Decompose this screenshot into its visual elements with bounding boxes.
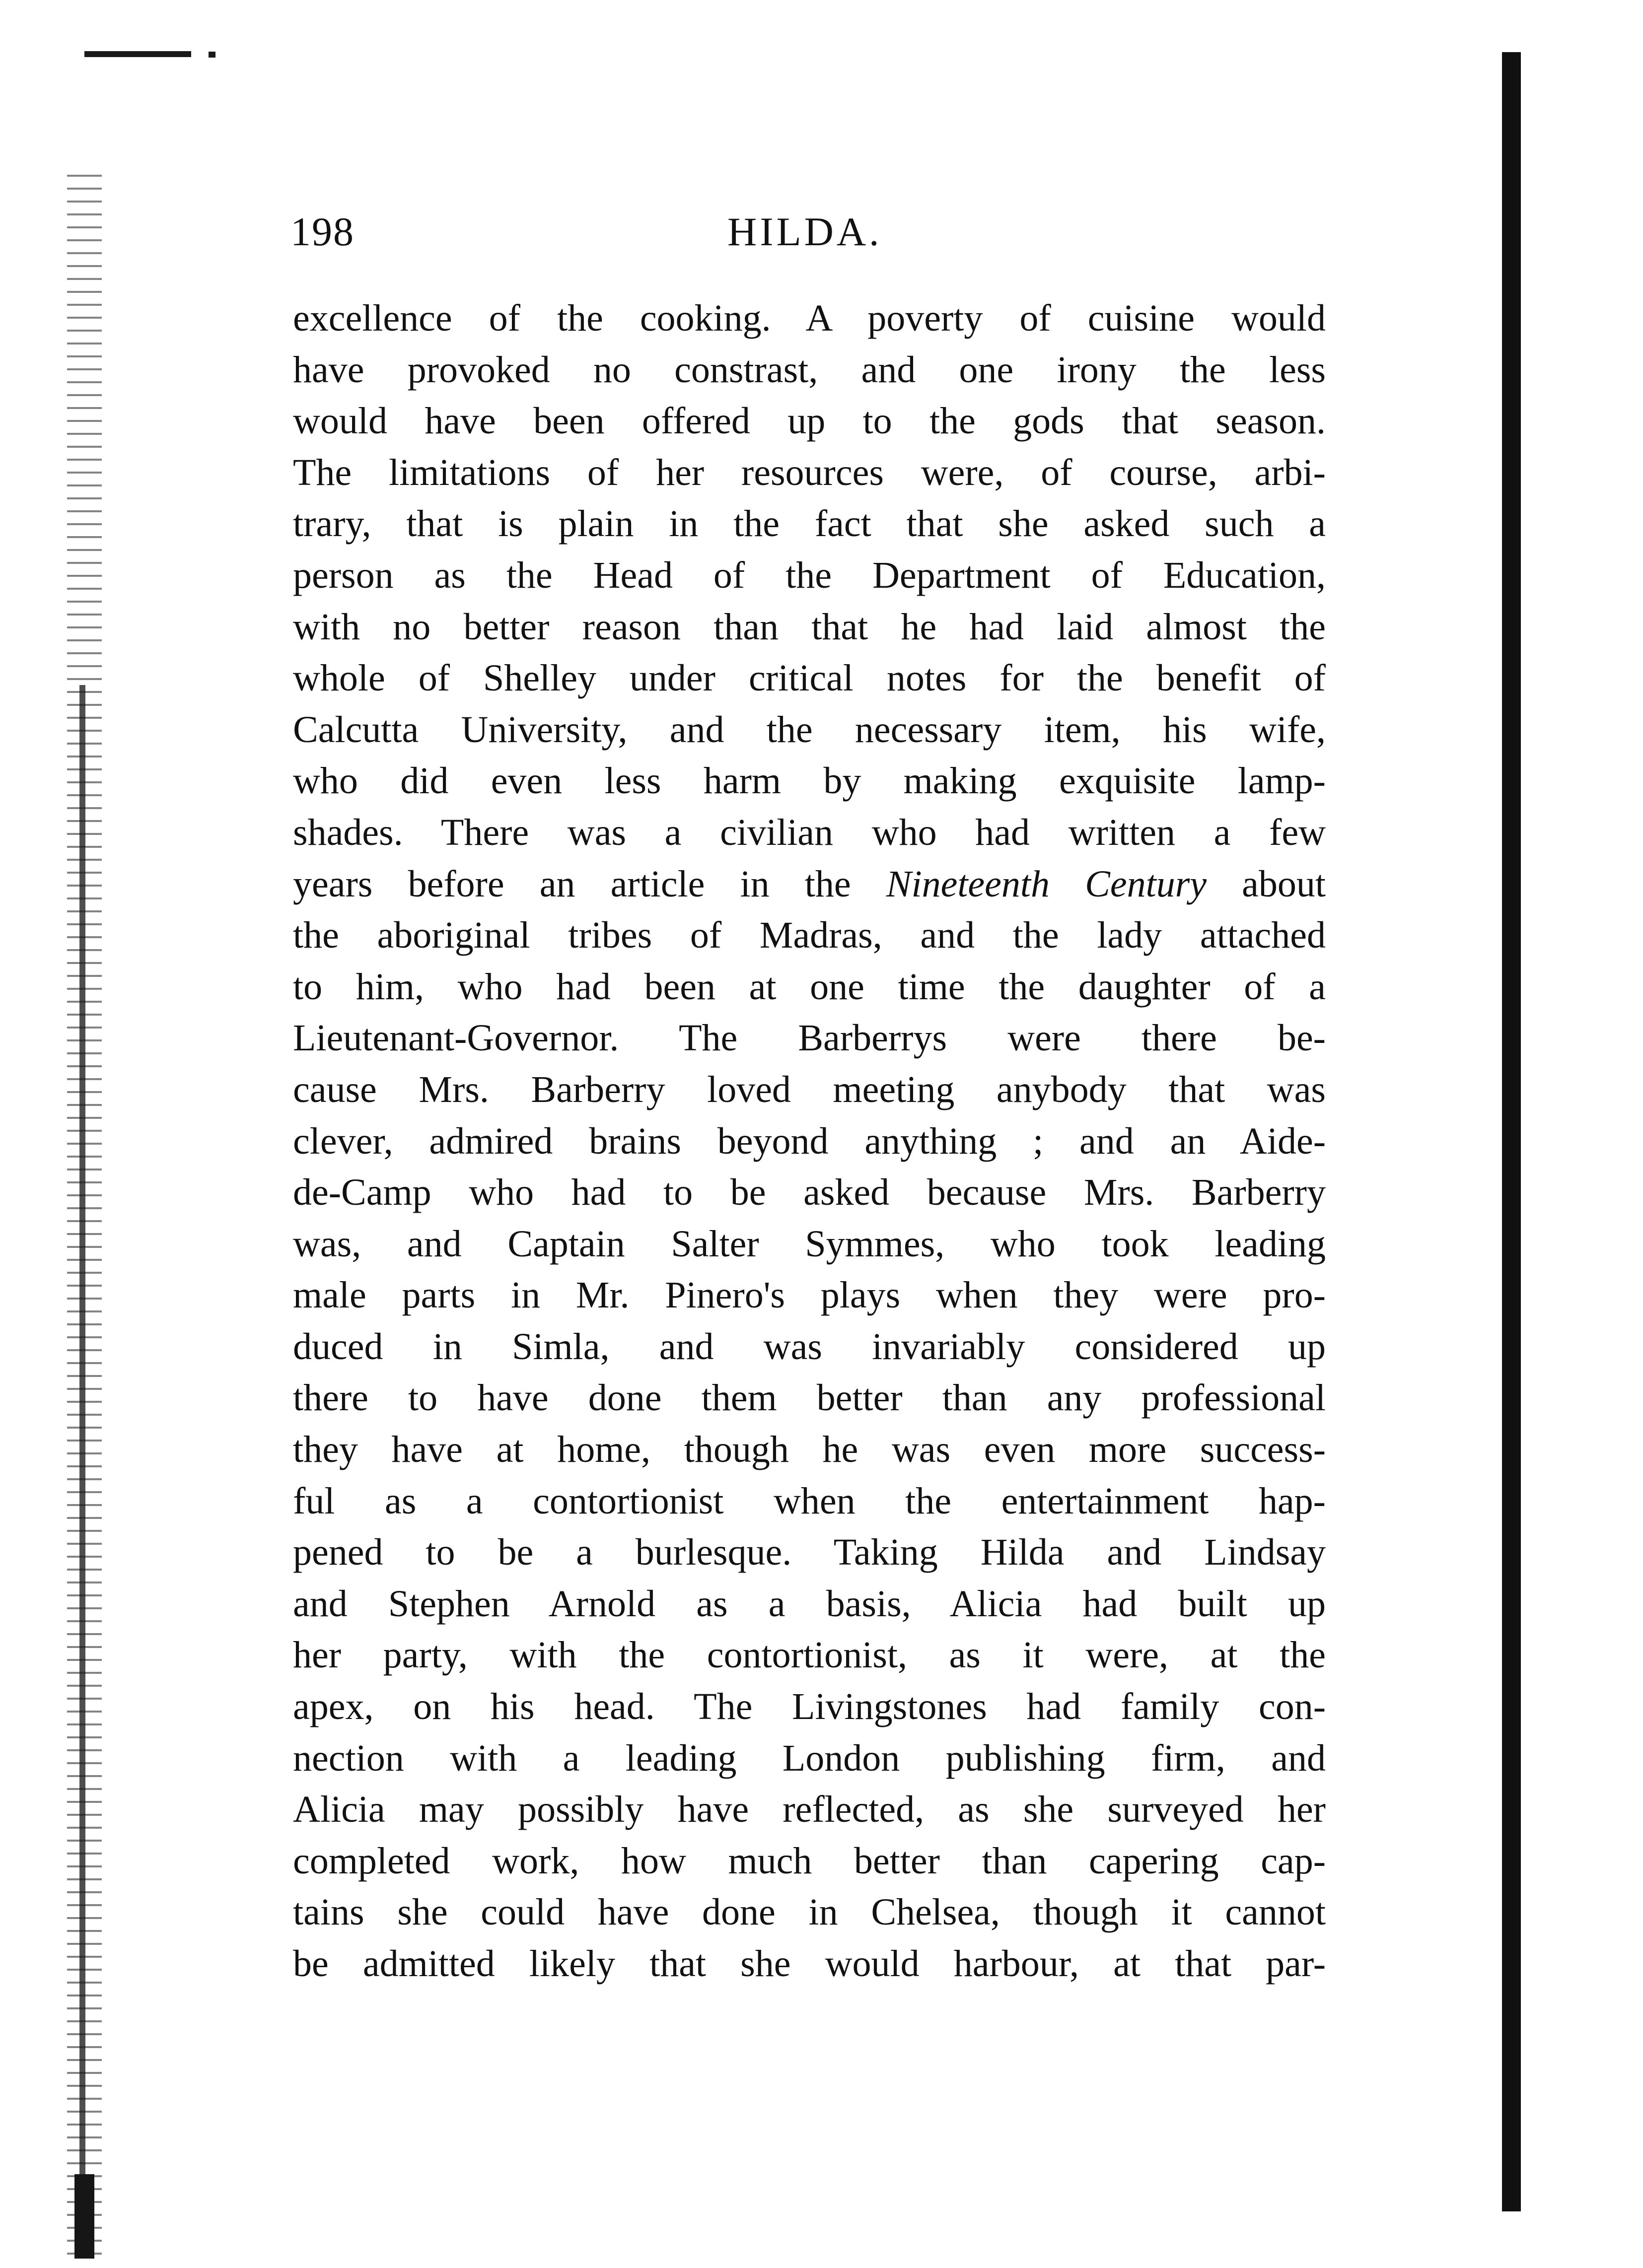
text-line: the aboriginal tribes of Madras, and the lady attached xyxy=(293,914,1326,957)
text-line: completed work, how much better than capering cap- xyxy=(293,1840,1326,1882)
text-line: male parts in Mr. Pinero's plays when they were pro- xyxy=(293,1274,1326,1316)
text-line: excellence of the cooking. A poverty of cuisine would xyxy=(293,297,1326,339)
text-line: tains she could have done in Chelsea, though it cannot xyxy=(293,1891,1326,1933)
text-line: Lieutenant-Governor. The Barberrys were there be- xyxy=(293,1017,1326,1059)
scan-right-border xyxy=(1502,52,1521,2211)
text-line: trary, that is plain in the fact that she asked such a xyxy=(293,503,1326,545)
text-line: have provoked no constrast, and one irony the less xyxy=(293,348,1326,391)
text-line: to him, who had been at one time the daughter of a xyxy=(293,965,1326,1008)
page-header xyxy=(290,199,1346,273)
text-line: they have at home, though he was even more success- xyxy=(293,1429,1326,1471)
body-text xyxy=(293,293,1326,1990)
text-line: person as the Head of the Department of Education, xyxy=(293,554,1326,596)
text-fragment: about xyxy=(1207,863,1326,905)
scan-left-edge-block xyxy=(74,2174,94,2259)
text-line-with-italic xyxy=(293,859,1326,910)
text-line: be admitted likely that she would harbour, at that par- xyxy=(293,1943,1326,1985)
text-line: her party, with the contortionist, as it were, at the xyxy=(293,1634,1326,1676)
text-line: de-Camp who had to be asked because Mrs. Barberry xyxy=(293,1171,1326,1214)
page-number: 198 xyxy=(290,209,355,254)
text-line: Calcutta University, and the necessary item, his wife, xyxy=(293,708,1326,751)
journal-title: Nineteenth Century xyxy=(886,863,1207,905)
text-line: apex, on his head. The Livingstones had family con- xyxy=(293,1686,1326,1728)
text-line: pened to be a burlesque. Taking Hilda and Lindsay xyxy=(293,1531,1326,1574)
text-line: and Stephen Arnold as a basis, Alicia had built up xyxy=(293,1582,1326,1625)
text-line: whole of Shelley under critical notes for the benefit of xyxy=(293,657,1326,699)
text-line: ful as a contortionist when the entertainment hap- xyxy=(293,1480,1326,1522)
text-line: duced in Simla, and was invariably considered up xyxy=(293,1325,1326,1368)
text-line: there to have done them better than any professional xyxy=(293,1377,1326,1419)
text-line: Alicia may possibly have reflected, as she surveyed her xyxy=(293,1788,1326,1831)
text-line: who did even less harm by making exquisite lamp- xyxy=(293,760,1326,802)
scan-left-edge-line xyxy=(79,685,85,2259)
text-line: clever, admired brains beyond anything ; and an Aide- xyxy=(293,1120,1326,1162)
text-line: shades. There was a civilian who had written a few xyxy=(293,811,1326,853)
text-line: nection with a leading London publishing firm, and xyxy=(293,1737,1326,1779)
text-line: was, and Captain Salter Symmes, who took leading xyxy=(293,1223,1326,1265)
text-line: The limitations of her resources were, of course, arbi- xyxy=(293,451,1326,493)
scan-edge-rule xyxy=(84,51,191,57)
scan-edge-mark xyxy=(209,52,215,58)
text-line: would have been offered up to the gods that season. xyxy=(293,400,1326,442)
text-line: cause Mrs. Barberry loved meeting anybody that was xyxy=(293,1068,1326,1110)
running-title: HILDA. xyxy=(727,209,882,254)
text-line: with no better reason than that he had laid almost the xyxy=(293,606,1326,648)
text-fragment: years before an article in the xyxy=(293,863,886,905)
